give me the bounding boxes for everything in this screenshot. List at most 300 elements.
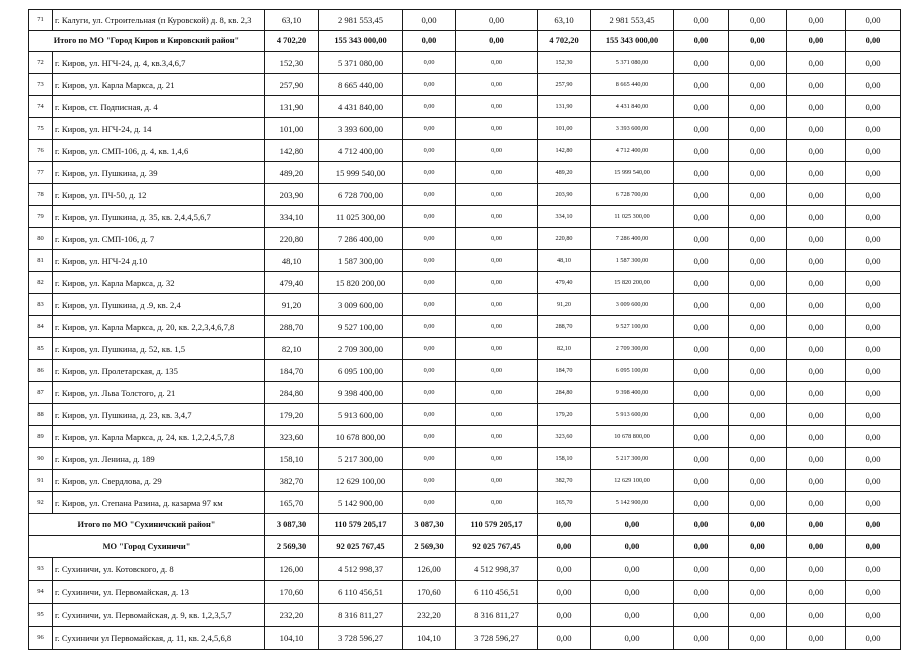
value-cell-c10: 0,00 [846,604,901,627]
value-cell-c9: 0,00 [787,316,846,338]
value-cell-c9: 0,00 [787,470,846,492]
value-cell-c9: 0,00 [787,404,846,426]
address-cell: г. Киров, ул. Карла Маркса, д. 20, кв. 2,2,3,4,6,7,8 [53,316,265,338]
value-cell-c6: 0,00 [591,514,674,536]
value-cell-c9: 0,00 [787,140,846,162]
value-cell-c10: 0,00 [846,294,901,316]
value-cell-c9: 0,00 [787,338,846,360]
value-cell-c9: 0,00 [787,184,846,206]
table-row [29,492,901,514]
address-cell: г. Киров, ул. Пролетарская, д. 135 [53,360,265,382]
subtotal-row [29,514,901,536]
value-cell-c7: 0,00 [674,10,729,31]
value-cell-c6: 0,00 [591,627,674,650]
value-cell-c4: 0,00 [456,426,538,448]
value-cell-c5: 257,90 [538,74,591,96]
row-number: 89 [29,426,53,448]
value-cell-c5: 0,00 [538,514,591,536]
value-cell-cost: 10 678 800,00 [319,426,403,448]
value-cell-c8: 0,00 [729,627,787,650]
value-cell-cost: 4 712 400,00 [319,140,403,162]
value-cell-c8: 0,00 [729,272,787,294]
value-cell-c7: 0,00 [674,228,729,250]
value-cell-c4: 0,00 [456,448,538,470]
value-cell-c6: 4 431 840,00 [591,96,674,118]
value-cell-c5: 48,10 [538,250,591,272]
value-cell-c10: 0,00 [846,316,901,338]
value-cell-c7: 0,00 [674,470,729,492]
value-cell-c3: 0,00 [403,338,456,360]
value-cell-c8: 0,00 [729,250,787,272]
value-cell-c8: 0,00 [729,118,787,140]
subtotal-row [29,536,901,558]
value-cell-c9: 0,00 [787,118,846,140]
value-cell-c10: 0,00 [846,52,901,74]
value-cell-c10: 0,00 [846,118,901,140]
value-cell-c5: 0,00 [538,558,591,581]
address-cell: г. Киров, ул. Пушкина, д .9, кв. 2,4 [53,294,265,316]
row-number: 88 [29,404,53,426]
address-cell: г. Киров, ул. Свердлова, д. 29 [53,470,265,492]
value-cell-c6: 9 398 400,00 [591,382,674,404]
table-row [29,558,901,581]
value-cell-c7: 0,00 [674,206,729,228]
value-cell-c4: 110 579 205,17 [456,514,538,536]
value-cell-c7: 0,00 [674,294,729,316]
value-cell-c6: 4 712 400,00 [591,140,674,162]
row-number: 94 [29,581,53,604]
value-cell-c5: 0,00 [538,536,591,558]
value-cell-c6: 7 286 400,00 [591,228,674,250]
value-cell-c8: 0,00 [729,228,787,250]
value-cell-c10: 0,00 [846,250,901,272]
value-cell-area: 131,90 [265,96,319,118]
value-cell-area: 382,70 [265,470,319,492]
value-cell-c9: 0,00 [787,206,846,228]
value-cell-c7: 0,00 [674,184,729,206]
value-cell-c3: 0,00 [403,426,456,448]
value-cell-c7: 0,00 [674,581,729,604]
address-cell: г. Киров, ул. Карла Маркса, д. 32 [53,272,265,294]
value-cell-c10: 0,00 [846,74,901,96]
value-cell-c6: 0,00 [591,558,674,581]
value-cell-c9: 0,00 [787,10,846,31]
value-cell-c8: 0,00 [729,470,787,492]
value-cell-cost: 15 820 200,00 [319,272,403,294]
row-number: 91 [29,470,53,492]
value-cell-area: 489,20 [265,162,319,184]
value-cell-c5: 284,80 [538,382,591,404]
value-cell-c6: 2 709 300,00 [591,338,674,360]
address-cell: г. Киров, ул. Пушкина, д. 52, кв. 1,5 [53,338,265,360]
value-cell-c4: 4 512 998,37 [456,558,538,581]
address-cell: г. Сухиничи, ул. Первомайская, д. 13 [53,581,265,604]
value-cell-c10: 0,00 [846,184,901,206]
value-cell-c4: 0,00 [456,272,538,294]
value-cell-cost: 5 217 300,00 [319,448,403,470]
value-cell-c9: 0,00 [787,272,846,294]
value-cell-c4: 0,00 [456,10,538,31]
value-cell-area: 232,20 [265,604,319,627]
table-row [29,206,901,228]
value-cell-c4: 0,00 [456,52,538,74]
value-cell-c4: 0,00 [456,162,538,184]
value-cell-cost: 6 728 700,00 [319,184,403,206]
value-cell-c8: 0,00 [729,581,787,604]
subtotal-label: МО "Город Сухиничи" [29,536,265,558]
value-cell-c6: 11 025 300,00 [591,206,674,228]
row-number: 82 [29,272,53,294]
value-cell-c4: 0,00 [456,492,538,514]
value-cell-c9: 0,00 [787,31,846,52]
address-cell: г. Киров, ул. НГЧ-24 д.10 [53,250,265,272]
value-cell-c7: 0,00 [674,96,729,118]
value-cell-c10: 0,00 [846,627,901,650]
value-cell-c6: 0,00 [591,581,674,604]
value-cell-c3: 0,00 [403,360,456,382]
value-cell-cost: 4 431 840,00 [319,96,403,118]
value-cell-c9: 0,00 [787,558,846,581]
value-cell-c9: 0,00 [787,536,846,558]
value-cell-cost: 9 398 400,00 [319,382,403,404]
value-cell-c3: 126,00 [403,558,456,581]
value-cell-c5: 82,10 [538,338,591,360]
address-cell: г. Сухиничи ул Первомайская, д. 11, кв. 2,4,5,6,8 [53,627,265,650]
value-cell-c7: 0,00 [674,404,729,426]
value-cell-area: 257,90 [265,74,319,96]
value-cell-c6: 6 728 700,00 [591,184,674,206]
value-cell-area: 220,80 [265,228,319,250]
row-number: 87 [29,382,53,404]
value-cell-c5: 382,70 [538,470,591,492]
value-cell-c7: 0,00 [674,558,729,581]
value-cell-c4: 0,00 [456,316,538,338]
value-cell-c7: 0,00 [674,426,729,448]
value-cell-cost: 9 527 100,00 [319,316,403,338]
table-row [29,316,901,338]
value-cell-area: 91,20 [265,294,319,316]
value-cell-c8: 0,00 [729,604,787,627]
value-cell-area: 63,10 [265,10,319,31]
address-cell: г. Киров, ул. ПЧ-50, д. 12 [53,184,265,206]
value-cell-c5: 152,30 [538,52,591,74]
value-cell-c7: 0,00 [674,382,729,404]
value-cell-c8: 0,00 [729,558,787,581]
table-row [29,604,901,627]
value-cell-c6: 5 142 900,00 [591,492,674,514]
value-cell-c5: 479,40 [538,272,591,294]
value-cell-c9: 0,00 [787,74,846,96]
value-cell-c9: 0,00 [787,426,846,448]
address-cell: г. Киров, ул. Пушкина, д. 35, кв. 2,4,4,5,6,7 [53,206,265,228]
value-cell-cost: 3 009 600,00 [319,294,403,316]
value-cell-c5: 184,70 [538,360,591,382]
value-cell-cost: 2 981 553,45 [319,10,403,31]
value-cell-c8: 0,00 [729,536,787,558]
value-cell-c8: 0,00 [729,74,787,96]
value-cell-area: 101,00 [265,118,319,140]
value-cell-c7: 0,00 [674,492,729,514]
row-number: 93 [29,558,53,581]
value-cell-area: 479,40 [265,272,319,294]
value-cell-c3: 0,00 [403,404,456,426]
value-cell-c3: 0,00 [403,96,456,118]
value-cell-c9: 0,00 [787,162,846,184]
value-cell-c3: 0,00 [403,10,456,31]
address-cell: г. Киров, ул. Пушкина, д. 39 [53,162,265,184]
address-cell: г. Киров, ст. Подписная, д. 4 [53,96,265,118]
value-cell-c7: 0,00 [674,627,729,650]
value-cell-c9: 0,00 [787,228,846,250]
row-number: 71 [29,10,53,31]
value-cell-c4: 0,00 [456,470,538,492]
value-cell-c3: 0,00 [403,272,456,294]
value-cell-c7: 0,00 [674,140,729,162]
value-cell-c9: 0,00 [787,448,846,470]
value-cell-c8: 0,00 [729,10,787,31]
value-cell-c10: 0,00 [846,338,901,360]
value-cell-c5: 334,10 [538,206,591,228]
value-cell-c10: 0,00 [846,162,901,184]
value-cell-c5: 165,70 [538,492,591,514]
value-cell-cost: 11 025 300,00 [319,206,403,228]
value-cell-c3: 232,20 [403,604,456,627]
value-cell-c8: 0,00 [729,448,787,470]
address-cell: г. Киров, ул. НГЧ-24, д. 4, кв.3,4,6,7 [53,52,265,74]
value-cell-c5: 142,80 [538,140,591,162]
value-cell-c10: 0,00 [846,514,901,536]
address-cell: г. Сухиничи, ул. Первомайская, д. 9, кв. 1,2,3,5,7 [53,604,265,627]
value-cell-area: 142,80 [265,140,319,162]
row-number: 78 [29,184,53,206]
value-cell-c3: 0,00 [403,316,456,338]
value-cell-c10: 0,00 [846,206,901,228]
value-cell-c3: 3 087,30 [403,514,456,536]
value-cell-c5: 131,90 [538,96,591,118]
value-cell-cost: 110 579 205,17 [319,514,403,536]
value-cell-cost: 3 728 596,27 [319,627,403,650]
table-row [29,581,901,604]
table-row [29,294,901,316]
table-row [29,338,901,360]
value-cell-area: 3 087,30 [265,514,319,536]
value-cell-c4: 0,00 [456,96,538,118]
value-cell-c8: 0,00 [729,162,787,184]
table-row [29,382,901,404]
value-cell-c3: 0,00 [403,250,456,272]
value-cell-c7: 0,00 [674,514,729,536]
value-cell-c10: 0,00 [846,448,901,470]
value-cell-area: 203,90 [265,184,319,206]
value-cell-c8: 0,00 [729,206,787,228]
value-cell-c4: 92 025 767,45 [456,536,538,558]
address-cell: г. Киров, ул. СМП-106, д. 7 [53,228,265,250]
value-cell-area: 323,60 [265,426,319,448]
value-cell-c8: 0,00 [729,514,787,536]
value-cell-c5: 63,10 [538,10,591,31]
value-cell-c8: 0,00 [729,426,787,448]
value-cell-c9: 0,00 [787,360,846,382]
value-cell-c8: 0,00 [729,31,787,52]
value-cell-c3: 170,60 [403,581,456,604]
housing-registry-table [28,9,901,650]
subtotal-label: Итого по МО "Город Киров и Кировский район" [29,31,265,52]
value-cell-c3: 0,00 [403,228,456,250]
value-cell-c10: 0,00 [846,360,901,382]
value-cell-area: 126,00 [265,558,319,581]
value-cell-c5: 158,10 [538,448,591,470]
address-cell: г. Киров, ул. Пушкина, д. 23, кв. 3,4,7 [53,404,265,426]
value-cell-c4: 0,00 [456,140,538,162]
value-cell-c7: 0,00 [674,31,729,52]
address-cell: г. Киров, ул. Льва Толстого, д. 21 [53,382,265,404]
table-row [29,360,901,382]
value-cell-area: 179,20 [265,404,319,426]
table-row [29,627,901,650]
table-row [29,74,901,96]
value-cell-area: 48,10 [265,250,319,272]
value-cell-c7: 0,00 [674,536,729,558]
value-cell-c8: 0,00 [729,184,787,206]
row-number: 90 [29,448,53,470]
value-cell-c10: 0,00 [846,228,901,250]
table-row [29,10,901,31]
value-cell-cost: 6 110 456,51 [319,581,403,604]
value-cell-c10: 0,00 [846,382,901,404]
value-cell-cost: 4 512 998,37 [319,558,403,581]
value-cell-c10: 0,00 [846,470,901,492]
value-cell-c9: 0,00 [787,581,846,604]
table-row [29,162,901,184]
value-cell-c9: 0,00 [787,514,846,536]
address-cell: г. Калуги, ул. Строительная (п Куровской) д. 8, кв. 2,3 [53,10,265,31]
value-cell-c3: 0,00 [403,382,456,404]
value-cell-c3: 0,00 [403,118,456,140]
row-number: 83 [29,294,53,316]
value-cell-area: 104,10 [265,627,319,650]
value-cell-area: 82,10 [265,338,319,360]
address-cell: г. Сухиничи, ул. Котовского, д. 8 [53,558,265,581]
value-cell-c10: 0,00 [846,31,901,52]
value-cell-c9: 0,00 [787,52,846,74]
value-cell-c6: 5 371 080,00 [591,52,674,74]
value-cell-c5: 179,20 [538,404,591,426]
value-cell-c8: 0,00 [729,316,787,338]
value-cell-c7: 0,00 [674,118,729,140]
value-cell-c7: 0,00 [674,604,729,627]
value-cell-c6: 1 587 300,00 [591,250,674,272]
row-number: 74 [29,96,53,118]
value-cell-c10: 0,00 [846,426,901,448]
value-cell-c7: 0,00 [674,448,729,470]
address-cell: г. Киров, ул. Ленина, д. 189 [53,448,265,470]
row-number: 80 [29,228,53,250]
value-cell-c10: 0,00 [846,140,901,162]
row-number: 77 [29,162,53,184]
value-cell-cost: 92 025 767,45 [319,536,403,558]
table-row [29,250,901,272]
value-cell-c4: 0,00 [456,74,538,96]
value-cell-c4: 0,00 [456,338,538,360]
value-cell-cost: 2 709 300,00 [319,338,403,360]
value-cell-c6: 15 999 540,00 [591,162,674,184]
address-cell: г. Киров, ул. СМП-106, д. 4, кв. 1,4,6 [53,140,265,162]
value-cell-cost: 6 095 100,00 [319,360,403,382]
value-cell-c7: 0,00 [674,338,729,360]
value-cell-c6: 6 095 100,00 [591,360,674,382]
value-cell-c5: 4 702,20 [538,31,591,52]
value-cell-c4: 0,00 [456,404,538,426]
value-cell-c9: 0,00 [787,627,846,650]
row-number: 92 [29,492,53,514]
value-cell-c5: 288,70 [538,316,591,338]
row-number: 79 [29,206,53,228]
value-cell-c6: 12 629 100,00 [591,470,674,492]
value-cell-cost: 5 371 080,00 [319,52,403,74]
value-cell-c4: 6 110 456,51 [456,581,538,604]
value-cell-c7: 0,00 [674,52,729,74]
value-cell-c9: 0,00 [787,492,846,514]
value-cell-c10: 0,00 [846,10,901,31]
table-row [29,96,901,118]
value-cell-c8: 0,00 [729,382,787,404]
value-cell-c4: 0,00 [456,118,538,140]
value-cell-c10: 0,00 [846,272,901,294]
value-cell-c5: 0,00 [538,604,591,627]
row-number: 81 [29,250,53,272]
value-cell-area: 288,70 [265,316,319,338]
value-cell-c7: 0,00 [674,250,729,272]
value-cell-cost: 155 343 000,00 [319,31,403,52]
value-cell-c4: 8 316 811,27 [456,604,538,627]
value-cell-area: 284,80 [265,382,319,404]
value-cell-c4: 0,00 [456,382,538,404]
value-cell-cost: 8 665 440,00 [319,74,403,96]
value-cell-area: 165,70 [265,492,319,514]
value-cell-c4: 0,00 [456,294,538,316]
value-cell-c10: 0,00 [846,536,901,558]
value-cell-c3: 0,00 [403,492,456,514]
value-cell-c3: 104,10 [403,627,456,650]
table-body [29,10,901,650]
value-cell-area: 170,60 [265,581,319,604]
value-cell-c3: 0,00 [403,52,456,74]
address-cell: г. Киров, ул. Степана Разина, д. казарма 97 км [53,492,265,514]
value-cell-c3: 0,00 [403,294,456,316]
value-cell-c4: 0,00 [456,206,538,228]
value-cell-area: 158,10 [265,448,319,470]
row-number: 84 [29,316,53,338]
value-cell-c3: 0,00 [403,162,456,184]
value-cell-c4: 0,00 [456,250,538,272]
value-cell-c3: 0,00 [403,31,456,52]
value-cell-area: 152,30 [265,52,319,74]
value-cell-c8: 0,00 [729,338,787,360]
row-number: 85 [29,338,53,360]
value-cell-c7: 0,00 [674,272,729,294]
value-cell-c6: 0,00 [591,604,674,627]
value-cell-c6: 15 820 200,00 [591,272,674,294]
subtotal-row [29,31,901,52]
value-cell-c5: 0,00 [538,627,591,650]
value-cell-c7: 0,00 [674,360,729,382]
value-cell-c4: 0,00 [456,228,538,250]
value-cell-cost: 3 393 600,00 [319,118,403,140]
value-cell-c5: 91,20 [538,294,591,316]
value-cell-c5: 323,60 [538,426,591,448]
value-cell-area: 184,70 [265,360,319,382]
value-cell-area: 2 569,30 [265,536,319,558]
